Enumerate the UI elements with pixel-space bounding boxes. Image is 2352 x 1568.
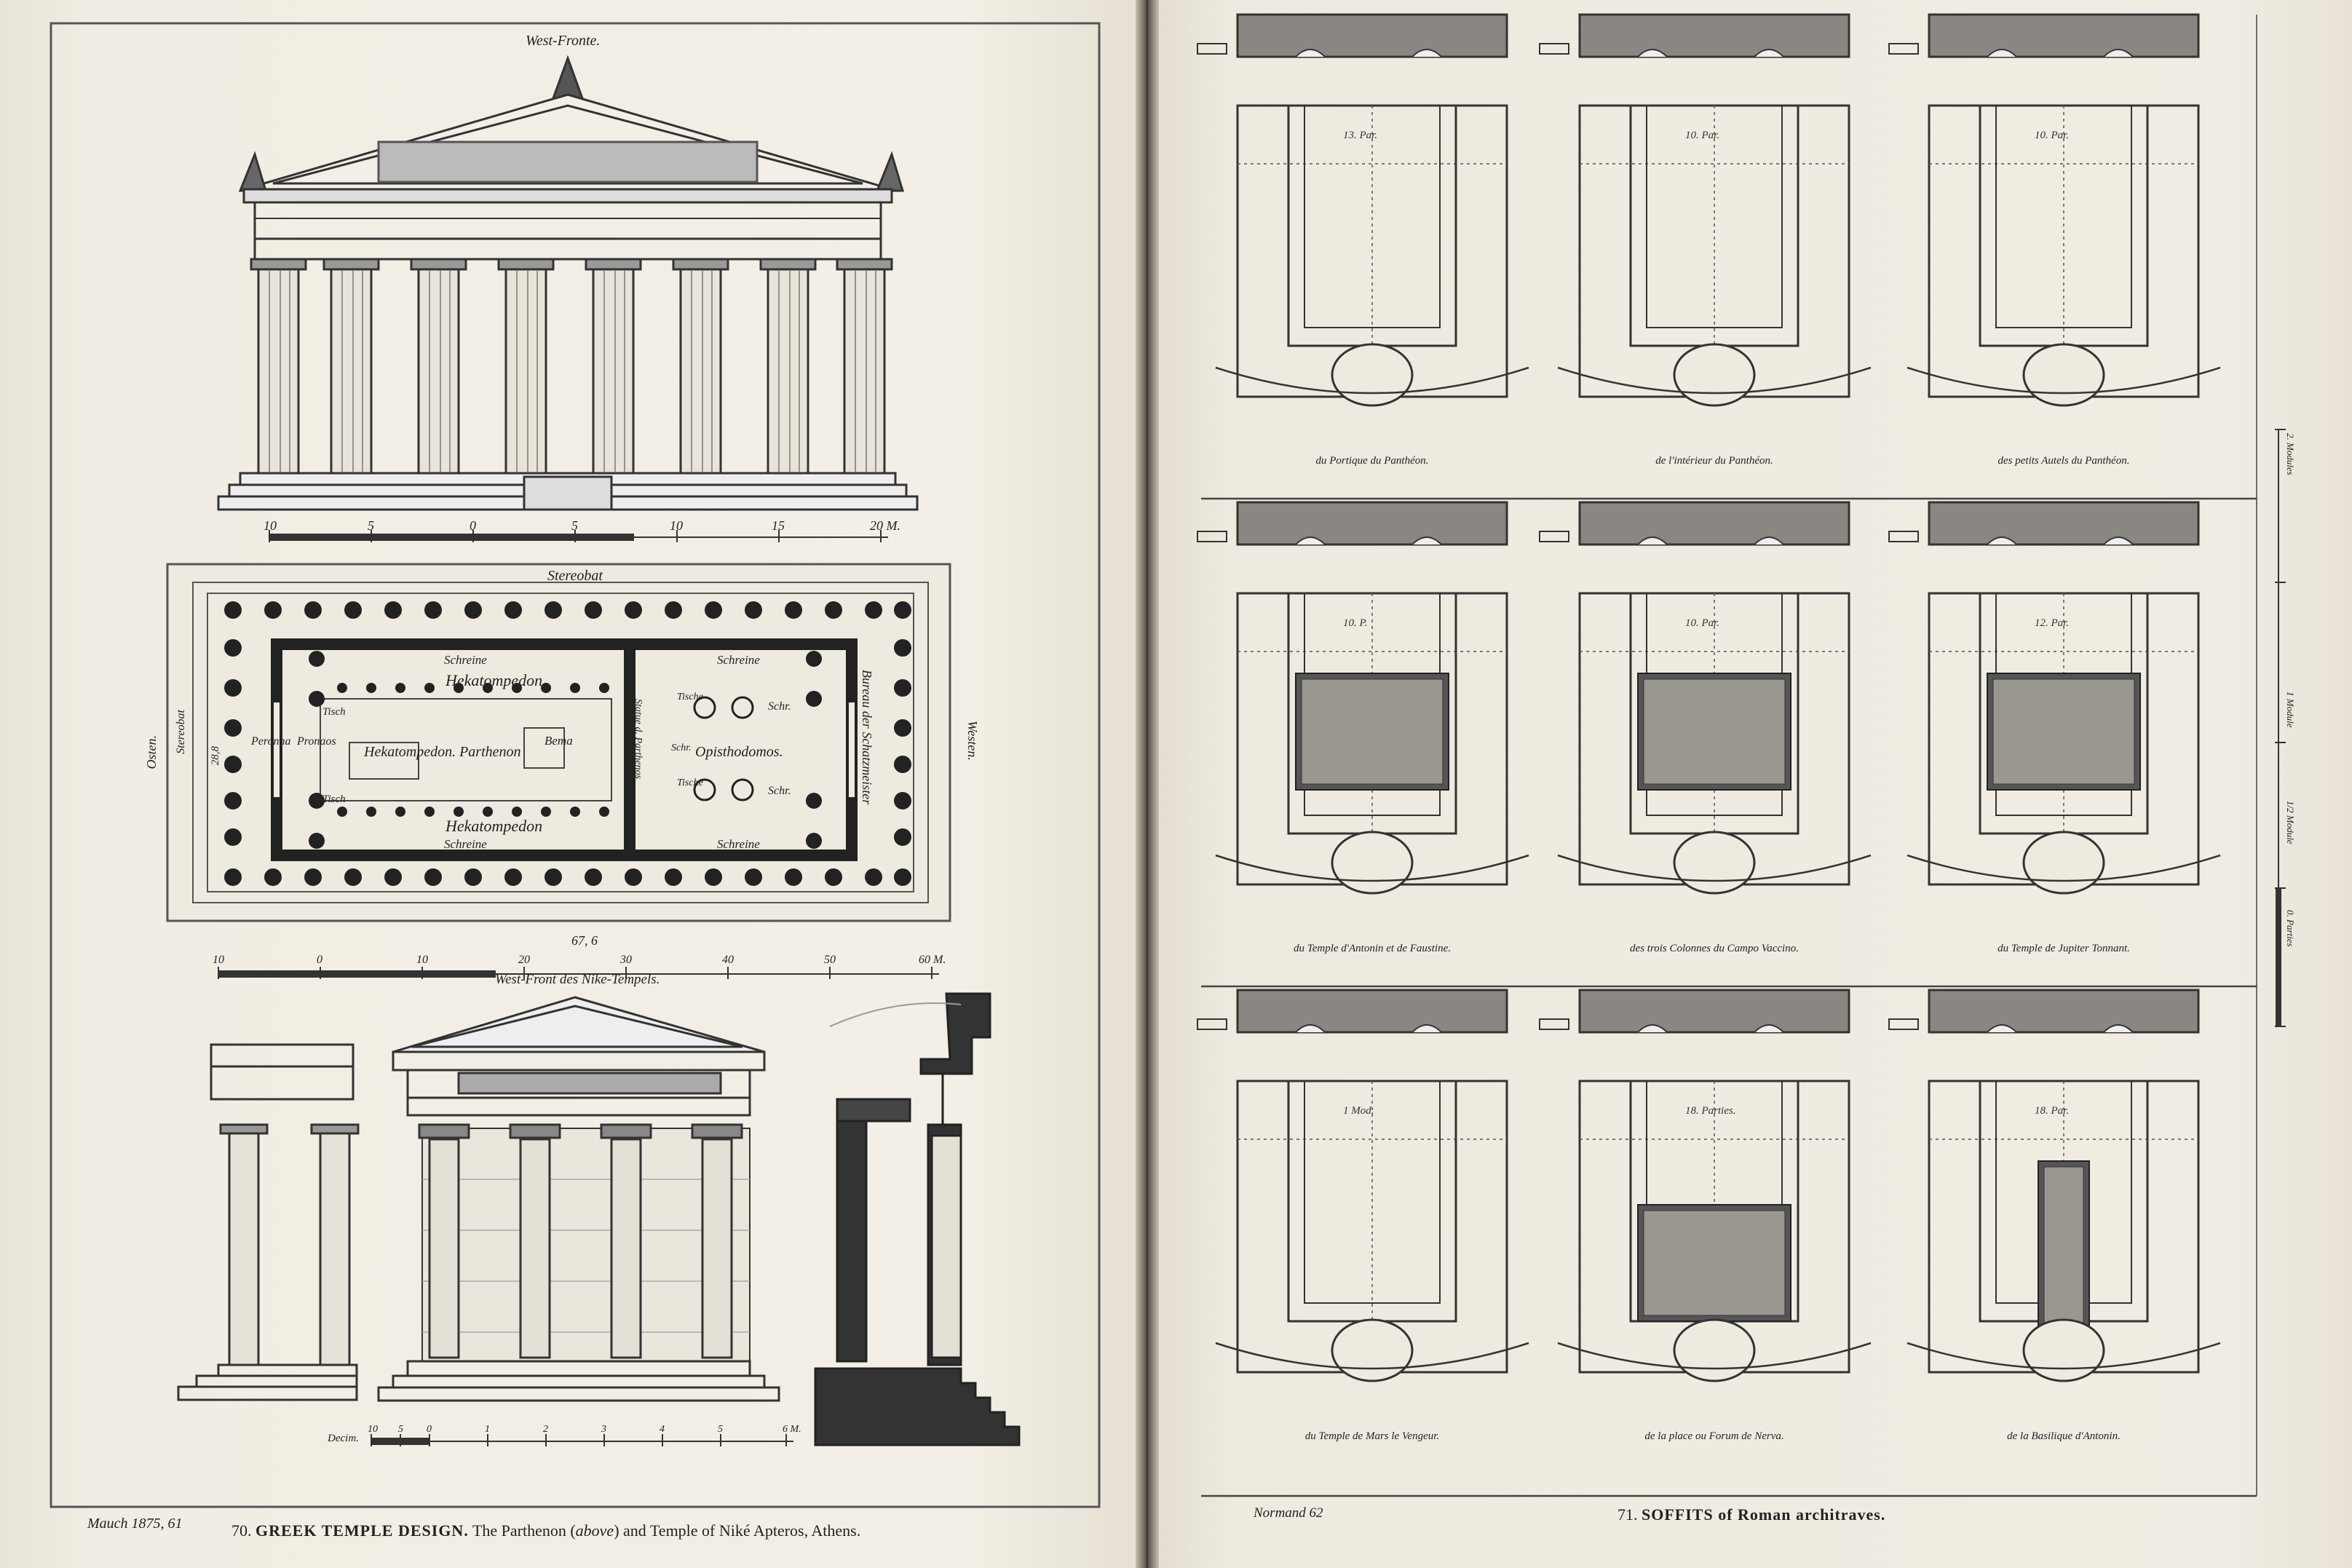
dimension-label: 18. Par. — [2035, 1105, 2070, 1117]
ornament-inner — [1644, 1211, 1785, 1315]
plan-label: Tisch — [322, 793, 346, 805]
column-section — [1332, 832, 1412, 893]
plan-label: Schr. — [768, 700, 791, 713]
scale-tick: 10 — [416, 954, 428, 966]
scale-tick: 20 M. — [870, 518, 900, 533]
plan-label: Hekatompedon. Parthenon — [364, 744, 521, 760]
plan-label: Opisthodomos. — [695, 744, 783, 760]
plan-label: 28,8 — [210, 746, 221, 766]
ornament-inner — [1302, 679, 1443, 784]
panel-caption: de l'intérieur du Panthéon. — [1655, 455, 1773, 467]
profile-mark — [1197, 44, 1227, 54]
scale-tick: 5 — [571, 518, 578, 533]
profile-block — [1580, 502, 1849, 545]
plan-label: 67, 6 — [571, 933, 598, 948]
scale-tick: 6 M. — [783, 1424, 801, 1435]
plan-label: Stereobat — [175, 710, 187, 754]
plan-label: Schr. — [671, 743, 692, 753]
plan-label: Peronna — [251, 735, 291, 748]
soffit-panel — [1197, 15, 1529, 405]
column-section — [2024, 1320, 2104, 1381]
plan-label: Schr. — [768, 785, 791, 797]
profile-block — [1238, 15, 1507, 57]
plan-label: Stereobat — [547, 568, 603, 584]
soffit-panel — [1540, 502, 1871, 893]
column-section — [1332, 1320, 1412, 1381]
dimension-label: 18. Parties. — [1685, 1105, 1736, 1117]
profile-block — [1929, 15, 2198, 57]
profile-block — [1929, 502, 2198, 545]
profile-mark — [1540, 1019, 1569, 1029]
profile-block — [1929, 990, 2198, 1032]
panel-caption: des petits Autels du Panthéon. — [1997, 455, 2130, 467]
plan-label: Tische — [677, 777, 703, 788]
column-section — [1674, 344, 1754, 405]
plate-subtitle-pre: The Parthenon ( — [472, 1521, 576, 1540]
plan-label: Hekatompedon — [446, 817, 543, 835]
scale-tick: 10 — [368, 1424, 378, 1435]
profile-mark — [1889, 531, 1918, 542]
profile-block — [1580, 15, 1849, 57]
ornament-inner — [1644, 679, 1785, 784]
profile-mark — [1540, 531, 1569, 542]
profile-block — [1580, 990, 1849, 1032]
ornament-inner — [1993, 679, 2134, 784]
soffit-panel — [1197, 502, 1529, 893]
soffit-panel — [1889, 15, 2220, 405]
scale-tick: 5 — [718, 1424, 723, 1435]
dimension-label: 13. Par. — [1343, 130, 1378, 141]
panel-caption: du Temple de Jupiter Tonnant. — [1997, 943, 2130, 954]
plan-label: Schreine — [717, 653, 760, 667]
plate-number: 71. — [1618, 1505, 1638, 1524]
dimension-label: 12. Par. — [2035, 617, 2070, 629]
scale-tick: 0 — [470, 518, 476, 533]
column-section — [2024, 832, 2104, 893]
scale-tick: 60 M. — [919, 954, 946, 966]
plan-label: Bureau der Schatzmeister — [860, 670, 874, 805]
plan-label: Statue d. Parthenos — [633, 699, 644, 780]
scale-tick: 10 — [264, 518, 277, 533]
plate-title: SOFFITS of Roman architraves. — [1642, 1505, 1886, 1524]
profile-block — [1238, 502, 1507, 545]
panel-caption: des trois Colonnes du Campo Vaccino. — [1630, 943, 1799, 954]
scale-tick: 30 — [620, 954, 632, 966]
panel-caption: du Temple d'Antonin et de Faustine. — [1294, 943, 1451, 954]
plate-subtitle-post: ) and Temple of Niké Apteros, Athens. — [614, 1521, 861, 1540]
column-section — [2024, 344, 2104, 405]
plan-label: Osten. — [144, 735, 159, 769]
dimension-label: 1 Mod. — [1343, 1105, 1374, 1117]
plan-label: Bema — [545, 734, 573, 748]
plate-subtitle-italic: above — [575, 1521, 614, 1540]
ornament-inner — [2044, 1167, 2083, 1345]
profile-block — [1238, 990, 1507, 1032]
plan-label: Hekatompedon — [446, 671, 543, 689]
profile-mark — [1197, 531, 1227, 542]
panel-caption: de la Basilique d'Antonin. — [2007, 1430, 2121, 1442]
soffit-panel — [1197, 990, 1529, 1381]
plan-label: Tische — [677, 692, 703, 702]
left-plate-caption — [231, 1521, 860, 1540]
scale-tick: 1 — [485, 1424, 490, 1435]
profile-mark — [1540, 44, 1569, 54]
panel-caption: du Portique du Panthéon. — [1315, 455, 1429, 467]
scale-tick: 3 — [601, 1424, 606, 1435]
scale-tick: 10 — [213, 954, 224, 966]
scale-tick: 5 — [398, 1424, 403, 1435]
scale-tick: 0 — [317, 954, 322, 966]
plan-label: Pronaos — [297, 735, 336, 748]
scale-tick: 10 — [670, 518, 683, 533]
plate-title: GREEK TEMPLE DESIGN. — [256, 1521, 469, 1540]
soffit-panel — [1889, 990, 2220, 1381]
scale-tick: 0 — [427, 1424, 432, 1435]
dimension-label: 10. Par. — [1685, 130, 1720, 141]
scale-tick: 5 — [368, 518, 374, 533]
scale-label: 1/2 Module — [2285, 801, 2296, 844]
scale-tick: 15 — [772, 518, 785, 533]
dimension-label: 10. Par. — [2035, 130, 2070, 141]
profile-mark — [1197, 1019, 1227, 1029]
profile-mark — [1889, 44, 1918, 54]
parthenon-elevation-label: West-Fronte. — [526, 33, 601, 49]
scale-label: 1 Module — [2285, 692, 2296, 728]
scale-tick: 2 — [543, 1424, 548, 1435]
dimension-label: 10. P. — [1343, 617, 1368, 629]
scale-tick: 40 — [722, 954, 734, 966]
soffit-panel — [1540, 15, 1871, 405]
scale-tick: Decim. — [328, 1433, 359, 1444]
scale-tick: 50 — [824, 954, 836, 966]
column-section — [1332, 344, 1412, 405]
dimension-label: 10. Par. — [1685, 617, 1720, 629]
plan-label: Schreine — [717, 837, 760, 851]
scale-tick: 4 — [660, 1424, 665, 1435]
soffit-panel — [1540, 990, 1871, 1381]
plan-label: Westen. — [965, 721, 980, 761]
column-section — [1674, 832, 1754, 893]
panel-caption: du Temple de Mars le Vengeur. — [1304, 1430, 1440, 1442]
soffit-panel — [1889, 502, 2220, 893]
scale-label: 2. Modules — [2285, 433, 2296, 475]
profile-mark — [1889, 1019, 1918, 1029]
plan-label: Schreine — [444, 653, 487, 667]
nike-label: West-Front des Nike-Tempels. — [495, 972, 660, 987]
column-section — [1674, 1320, 1754, 1381]
right-source-credit: Normand 62 — [1254, 1505, 1323, 1521]
scale-tick: 20 — [518, 954, 530, 966]
plan-label: Tisch — [322, 706, 346, 718]
plate-number: 70. — [231, 1521, 252, 1540]
panel-caption: de la place ou Forum de Nerva. — [1644, 1430, 1784, 1442]
scale-label: 0. Parties — [2285, 910, 2296, 947]
left-source-credit: Mauch 1875, 61 — [87, 1516, 183, 1532]
plan-label: Schreine — [444, 837, 487, 851]
right-plate-caption — [1618, 1505, 1885, 1524]
